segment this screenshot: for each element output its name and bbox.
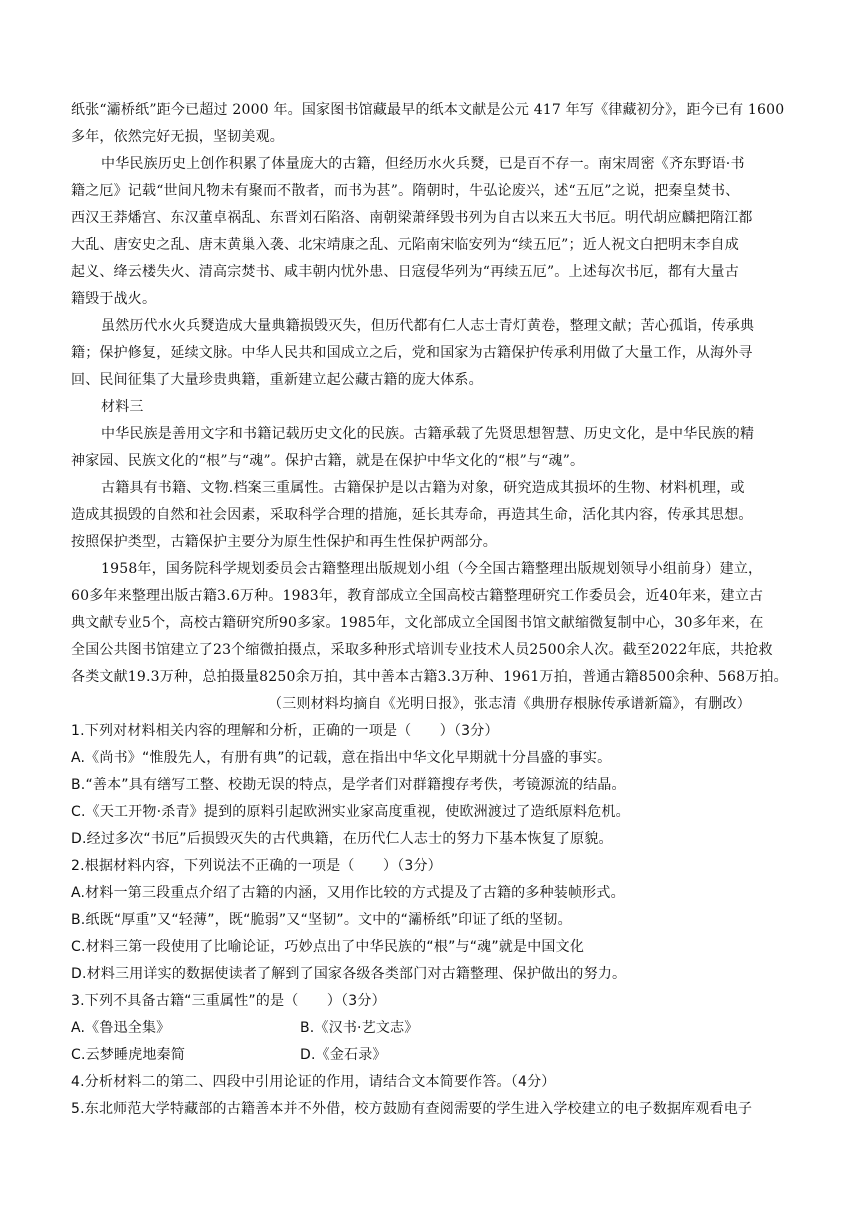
material3-p2-line2: 造成其损毁的自然和社会因素，采取科学合理的措施，延长其寿命，再造其生命，活化其内容，传承其思想。 (71, 507, 753, 523)
material3-p3-line2: 60多年来整理出版古籍3.6万种。1983年，教育部成立全国高校古籍整理研究工作委员会，近40年来，建立古 (71, 588, 764, 604)
material3-p3-line1: 1958年，国务院科学规划委员会古籍整理出版规划小组（今全国古籍整理出版规划领导小组前身）建立， (101, 561, 763, 577)
material2-p2-line2: 籍之厄》记载“世间凡物未有聚而不散者，而书为甚”。隋朝时，牛弘论废兴，述“五厄”之说，把秦皇焚书、 (71, 183, 740, 199)
material3-heading: 材料三 (101, 399, 144, 415)
material3-p2-line1: 古籍具有书籍、文物.档案三重属性。古籍保护是以古籍为对象，研究造成其损坏的生物、材料机理，或 (101, 480, 745, 496)
material2-p2-line1: 中华民族历史上创作积累了体量庞大的古籍，但经历水火兵燹，已是百不存一。南宋周密《齐东野语·书 (101, 156, 745, 172)
material2-p3-line2: 籍；保护修复，延续文脉。中华人民共和国成立之后，党和国家为古籍保护传承利用做了大量工作，从海外寻 (71, 345, 753, 361)
material3-p1-line2: 神家园、民族文化的“根”与“魂”。保护古籍，就是在保护中华文化的“根”与“魂”。 (71, 453, 585, 469)
question-2-option-a: A.材料一第三段重点介绍了古籍的内涵，又用作比较的方式提及了古籍的多种装帧形式。 (71, 885, 625, 901)
question-1-option-b: B.“善本”具有缮写工整、校勘无误的特点，是学者们对群籍搜存考佚，考镜源流的结晶。 (71, 777, 626, 793)
question-3: 3.下列不具备古籍“三重属性”的是（ ）（3分） (71, 993, 386, 1009)
question-1-option-c: C.《天工开物·杀青》提到的原料引起欧洲实业家高度重视，使欧洲渡过了造纸原料危机。 (71, 804, 630, 820)
material2-p3-line3: 回、民间征集了大量珍贵典籍，重新建立起公藏古籍的庞大体系。 (71, 372, 483, 388)
question-1-option-a: A.《尚书》“惟殷先人，有册有典”的记载，意在指出中华文化早期就十分昌盛的事实。 (71, 750, 612, 766)
source-citation: （三则材料均摘自《光明日报》，张志清《典册存根脉传承谱新篇》，有删改） (268, 696, 751, 712)
material2-p1-line2: 多年，依然完好无损，坚韧美观。 (71, 129, 284, 145)
question-2-option-c: C.材料三第一段使用了比喻论证，巧妙点出了中华民族的“根”与“魂”就是中国文化 (71, 939, 585, 955)
material3-p3-line5: 各类文献19.3万种，总拍摄量8250余万拍，其中善本古籍3.3万种、1961万拍，普通古籍8500余种、568万拍。 (71, 669, 788, 685)
question-3-option-c: C.云梦睡虎地秦简 (71, 1047, 186, 1063)
material2-p2-line3: 西汉王莽燔宫、东汉董卓祸乱、东晋刘石陷洛、南朝梁萧绎毁书列为自古以来五大书厄。明代胡应麟把隋江都 (71, 210, 753, 226)
material2-p3-line1: 虽然历代水火兵燹造成大量典籍损毁灭失，但历代都有仁人志士青灯黄卷，整理文献；苦心孤诣，传承典 (101, 318, 755, 334)
material3-p2-line3: 按照保护类型，古籍保护主要分为原生性保护和再生性保护两部分。 (71, 534, 497, 550)
question-2: 2.根据材料内容，下列说法不正确的一项是（ ）（3分） (71, 858, 442, 874)
question-4: 4.分析材料二的第二、四段中引用论证的作用，请结合文本简要作答。（4分） (71, 1074, 556, 1090)
material2-p2-line4: 大乱、唐安史之乱、唐末黄巢入袭、北宋靖康之乱、元陷南宋临安列为“续五厄”；近人祝文白把明末李自成 (71, 237, 739, 253)
question-5: 5.东北师范大学特藏部的古籍善本并不外借，校方鼓励有查阅需要的学生进入学校建立的电子数据库观看电子 (71, 1101, 753, 1117)
material2-p2-line6: 籍毁于战火。 (71, 291, 157, 307)
material3-p3-line4: 全国公共图书馆建立了23个缩微拍摄点，采取多种形式培训专业技术人员2500余人次。截至2022年底，共抢救 (71, 642, 773, 658)
question-1-option-d: D.经过多次“书厄”后损毁灭失的古代典籍，在历代仁人志士的努力下基本恢复了原貌。 (71, 831, 613, 847)
material3-p1-line1: 中华民族是善用文字和书籍记载历史文化的民族。古籍承载了先贤思想智慧、历史文化，是中华民族的精 (101, 426, 755, 442)
question-3-option-b: B.《汉书·艺文志》 (300, 1020, 419, 1036)
material2-p1-line1: 纸张“灞桥纸”距今已超过 2000 年。国家图书馆藏最早的纸本文献是公元 417 年写《律藏初分》，距今已有 1600 (71, 102, 785, 118)
question-2-option-d: D.材料三用详实的数据使读者了解到了国家各级各类部门对古籍整理、保护做出的努力。 (71, 966, 627, 982)
question-2-option-b: B.纸既“厚重”又“轻薄”，既“脆弱”又“坚韧”。文中的“灞桥纸”印证了纸的坚韧。 (71, 912, 572, 928)
question-3-option-a: A.《鲁迅全集》 (71, 1020, 171, 1036)
material3-p3-line3: 典文献专业5个，高校古籍研究所90多家。1985年，文化部成立全国图书馆文献缩微复制中心，30多年来，在 (71, 615, 764, 631)
question-3-option-d: D.《金石录》 (300, 1047, 387, 1063)
question-1: 1.下列对材料相关内容的理解和分析，正确的一项是（ ）（3分） (71, 723, 499, 739)
material2-p2-line5: 起义、绛云楼失火、清高宗焚书、咸丰朝内忧外患、日寇侵华列为“再续五厄”。上述每次书厄，都有大量古 (71, 264, 739, 280)
